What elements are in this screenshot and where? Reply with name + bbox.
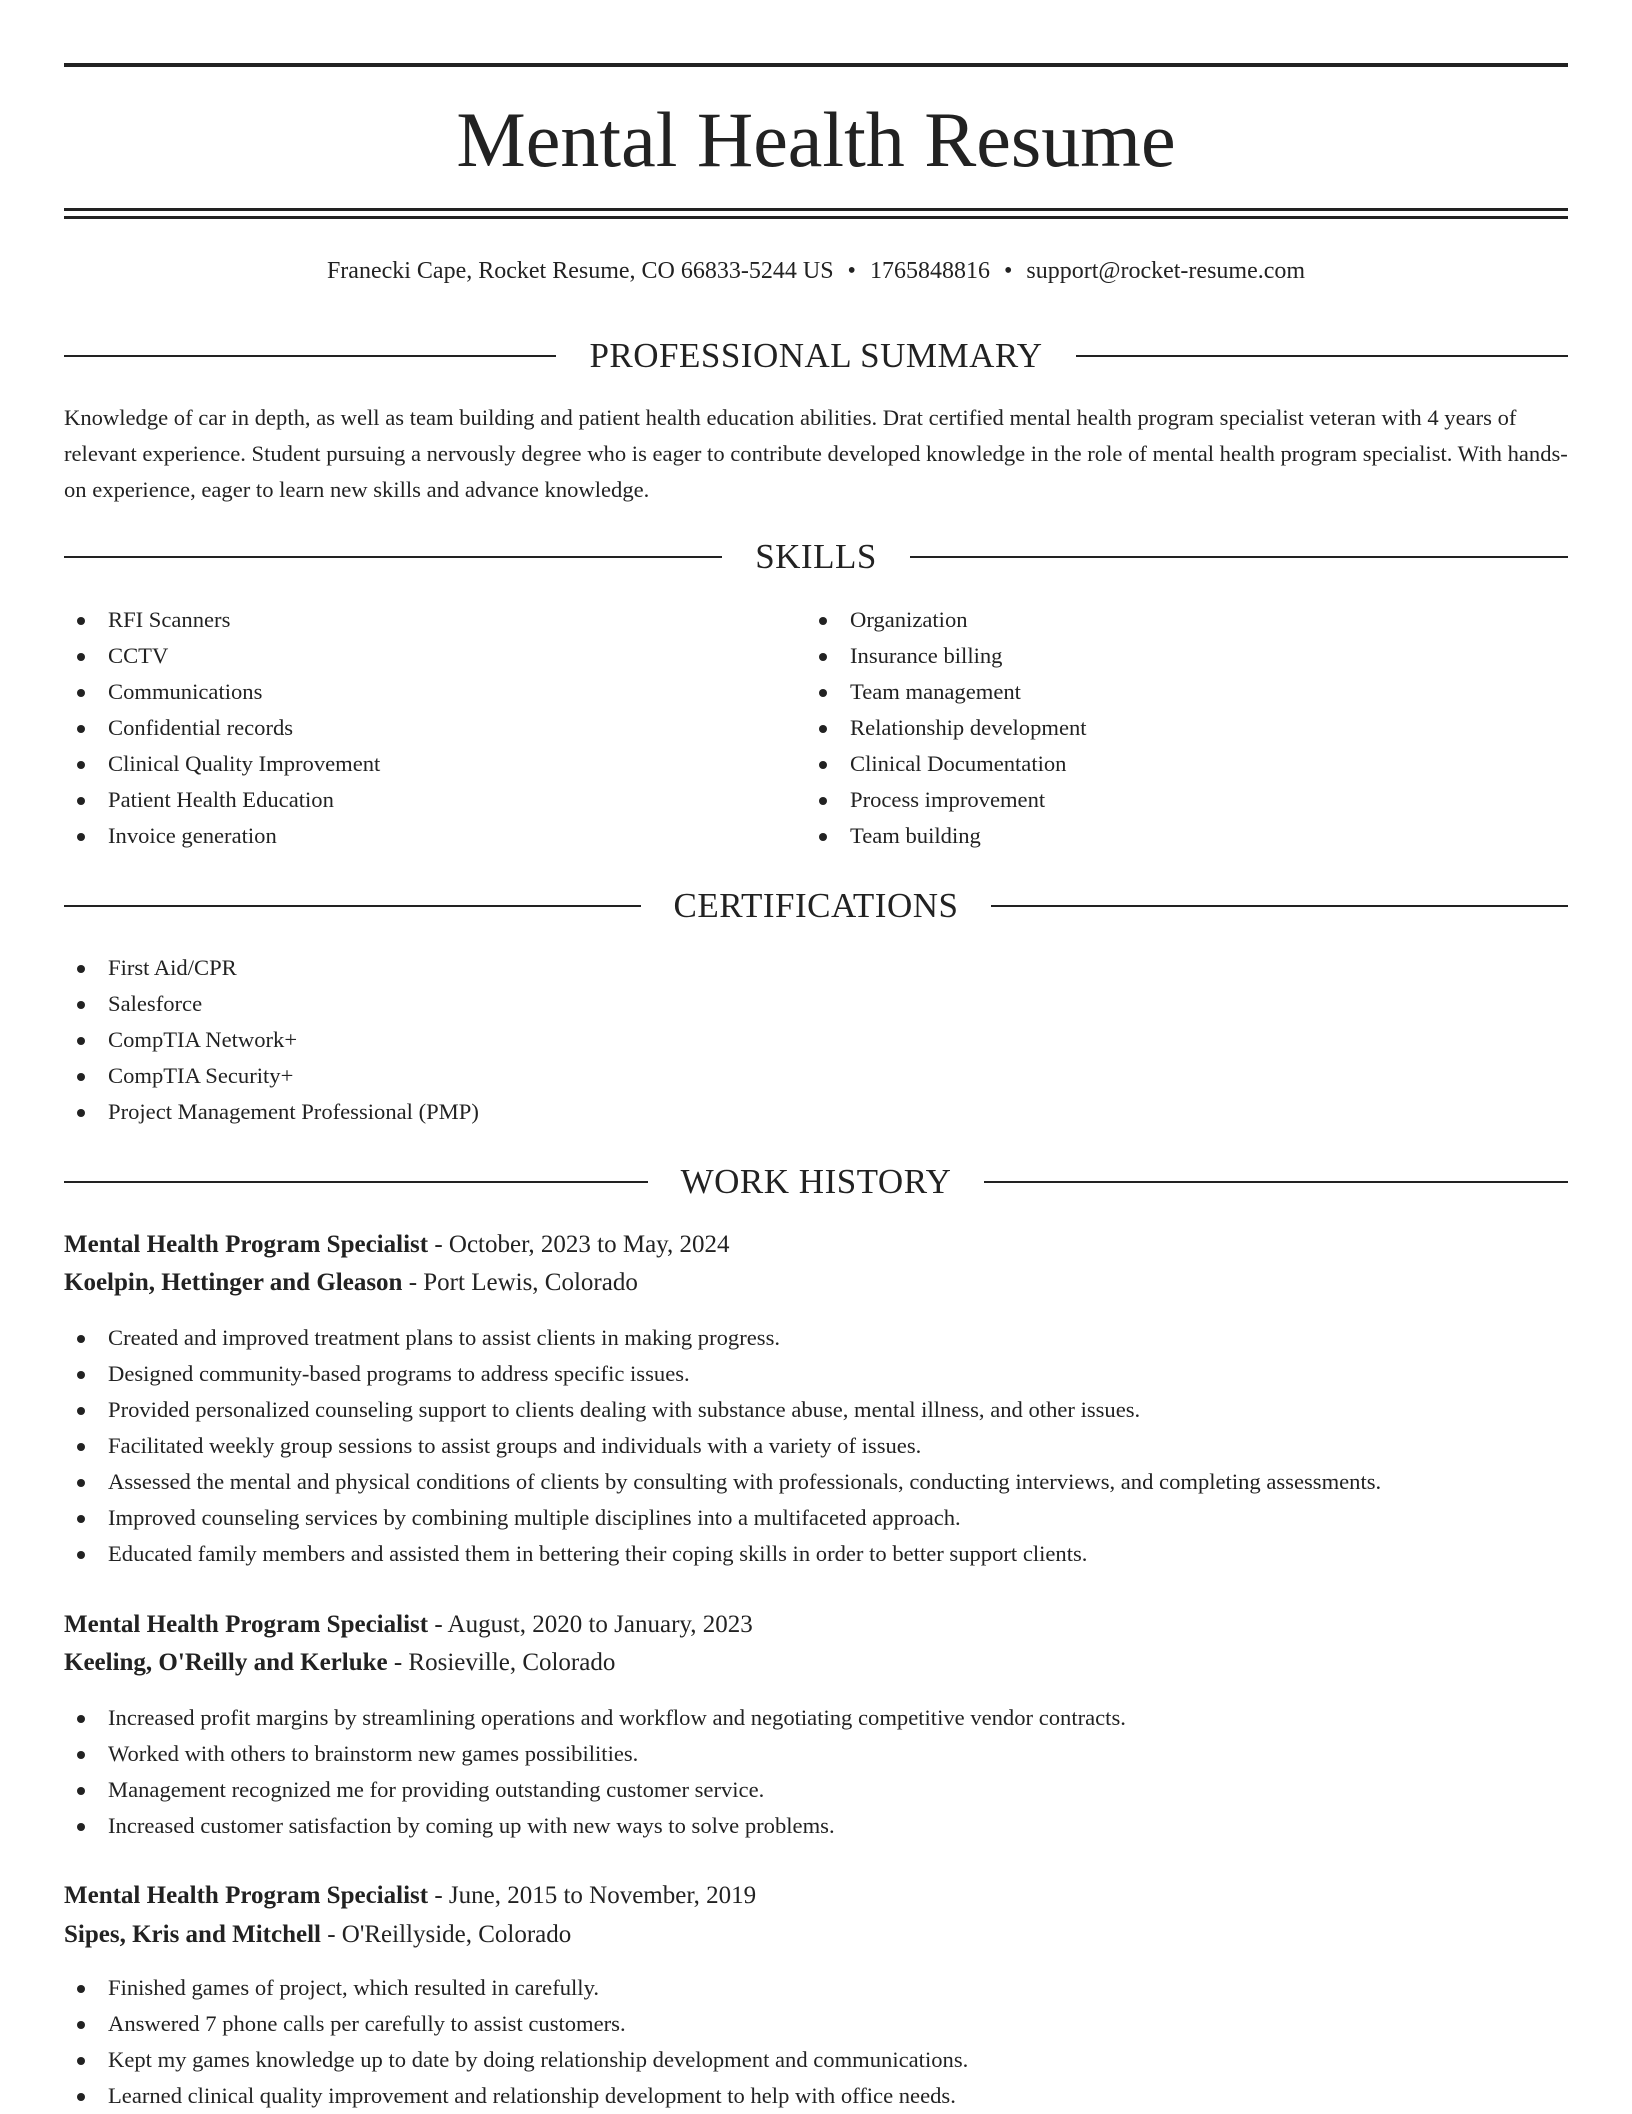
list-item (64, 746, 380, 782)
list-item (64, 1500, 1381, 1536)
list-item (64, 1058, 479, 1094)
job-dates: - October, 2023 to May, 2024 (428, 1231, 730, 1258)
list-item (64, 1392, 1381, 1428)
bullet-icon (77, 1715, 85, 1723)
job-title-line (64, 1607, 1568, 1643)
list-item (64, 1094, 479, 1130)
list-item (64, 710, 380, 746)
bullet-icon (77, 1479, 85, 1487)
list-item (64, 2042, 968, 2078)
list-item-text: Increased profit margins by streamlining operations and workflow and negotiating competitive vendor contracts. (108, 1705, 1126, 1730)
title-double-rule (64, 208, 1568, 220)
bullet-icon (77, 1443, 85, 1451)
list-item (64, 782, 380, 818)
skills-list-right (806, 602, 1087, 854)
list-item-text: Finished games of project, which resulted in carefully. (108, 1975, 600, 2000)
list-item (806, 782, 1087, 818)
section-heading-certifications (64, 884, 1568, 928)
list-item-text: Team building (850, 823, 981, 848)
list-item (64, 2006, 968, 2042)
list-item (64, 950, 479, 986)
job-title-line (64, 1227, 1568, 1263)
list-item (64, 1356, 1381, 1392)
job-role: Mental Health Program Specialist (64, 1611, 429, 1638)
list-item (64, 1700, 1126, 1736)
list-item (64, 1464, 1381, 1500)
bullet-icon (77, 1751, 85, 1759)
list-item-text: Confidential records (108, 715, 294, 740)
list-item-text: Clinical Documentation (850, 751, 1067, 776)
list-item-text: Facilitated weekly group sessions to assist groups and individuals with a variety of issues. (108, 1433, 922, 1458)
bullet-icon (77, 1985, 85, 1993)
bullet-icon (77, 965, 85, 973)
list-item (806, 674, 1087, 710)
summary-text: Knowledge of car in depth, as well as team building and patient health education abilities. Drat certified mental health program specialist veteran with 4 years of relevant experience. Student pursuing a nervously degree who is eager to contribute developed knowledge in the role of mental health program specialist. With hands-on experience, eager to learn new skills and advance knowledge. (64, 405, 1568, 502)
contact-separator: • (847, 258, 856, 284)
skills-list-left (64, 602, 380, 854)
job-bullets (64, 1320, 1381, 1572)
bullet-icon (819, 833, 827, 841)
list-item-text: CompTIA Network+ (108, 1027, 298, 1052)
list-item-text: Organization (850, 607, 968, 632)
bullet-icon (819, 653, 827, 661)
list-item-text: Provided personalized counseling support to clients dealing with substance abuse, mental illness, and other issues. (108, 1397, 1141, 1422)
list-item-text: CCTV (108, 643, 169, 668)
list-item (64, 2078, 968, 2114)
list-item (806, 602, 1087, 638)
top-rule (64, 63, 1568, 67)
section-title: SKILLS (755, 537, 877, 576)
list-item-text: Learned clinical quality improvement and relationship development to help with office needs. (108, 2083, 956, 2108)
list-item (64, 602, 380, 638)
list-item (806, 818, 1087, 854)
list-item (806, 710, 1087, 746)
job-role: Mental Health Program Specialist (64, 1882, 429, 1909)
list-item-text: Educated family members and assisted them in bettering their coping skills in order to better support clients. (108, 1541, 1088, 1566)
bullet-icon (77, 2021, 85, 2029)
contact-separator: • (1003, 258, 1013, 284)
list-item-text: Kept my games knowledge up to date by doing relationship development and communications. (108, 2047, 969, 2072)
list-item (64, 1772, 1126, 1808)
bullet-icon (77, 1823, 85, 1831)
bullet-icon (77, 617, 85, 625)
bullet-icon (77, 1001, 85, 1009)
bullet-icon (77, 2093, 85, 2101)
bullet-icon (77, 1515, 85, 1523)
list-item-text: Patient Health Education (108, 787, 334, 812)
list-item-text: Management recognized me for providing outstanding customer service. (108, 1777, 765, 1802)
section-heading-skills (64, 535, 1568, 579)
bullet-icon (77, 653, 85, 661)
list-item-text: Salesforce (108, 991, 203, 1016)
job-company-line (64, 1645, 1568, 1681)
bullet-icon (77, 1407, 85, 1415)
job-company: Sipes, Kris and Mitchell (64, 1921, 321, 1948)
bullet-icon (819, 797, 827, 805)
list-item-text: Designed community-based programs to address specific issues. (108, 1361, 690, 1386)
bullet-icon (77, 2057, 85, 2065)
bullet-icon (77, 1109, 85, 1117)
bullet-icon (77, 689, 85, 697)
job-company: Koelpin, Hettinger and Gleason (64, 1269, 403, 1296)
job-bullets (64, 1700, 1126, 1844)
section-title: CERTIFICATIONS (673, 886, 959, 925)
job-dates: - June, 2015 to November, 2019 (428, 1882, 757, 1909)
list-item-text: Clinical Quality Improvement (108, 751, 381, 776)
list-item-text: Team management (850, 679, 1021, 704)
list-item-text: Created and improved treatment plans to assist clients in making progress. (108, 1325, 781, 1350)
list-item (64, 818, 380, 854)
section-title: WORK HISTORY (680, 1162, 952, 1201)
bullet-icon (819, 689, 827, 697)
bullet-icon (819, 617, 827, 625)
list-item-text: CompTIA Security+ (108, 1063, 294, 1088)
list-item (64, 1736, 1126, 1772)
job-location: - Rosieville, Colorado (387, 1649, 616, 1676)
contact-line (64, 254, 1568, 288)
bullet-icon (77, 797, 85, 805)
list-item (806, 746, 1087, 782)
job-company-line (64, 1917, 1568, 1953)
list-item (806, 638, 1087, 674)
bullet-icon (77, 1551, 85, 1559)
bullet-icon (819, 725, 827, 733)
list-item (64, 986, 479, 1022)
job-company-line (64, 1265, 1568, 1301)
certifications-list (64, 950, 479, 1130)
list-item-text: Project Management Professional (PMP) (108, 1099, 479, 1124)
list-item-text: Answered 7 phone calls per carefully to assist customers. (108, 2011, 626, 2036)
bullet-icon (77, 1073, 85, 1081)
job-location: - Port Lewis, Colorado (402, 1269, 638, 1296)
list-item (64, 674, 380, 710)
list-item-text: First Aid/CPR (108, 955, 237, 980)
bullet-icon (77, 1335, 85, 1343)
job-location: - O'Reillyside, Colorado (320, 1921, 572, 1948)
job-dates: - August, 2020 to January, 2023 (428, 1611, 753, 1638)
contact-phone: 1765848816 (869, 258, 990, 284)
job-role: Mental Health Program Specialist (64, 1231, 429, 1258)
list-item-text: Communications (108, 679, 263, 704)
contact-address: Franecki Cape, Rocket Resume, CO 66833-5244 US (326, 258, 834, 284)
contact-email: support@rocket-resume.com (1026, 258, 1306, 284)
list-item (64, 1320, 1381, 1356)
section-heading-work (64, 1160, 1568, 1204)
list-item-text: Improved counseling services by combining multiple disciplines into a multifaceted approach. (108, 1505, 961, 1530)
bullet-icon (819, 761, 827, 769)
list-item (64, 1808, 1126, 1844)
list-item (64, 1022, 479, 1058)
list-item (64, 1536, 1381, 1572)
bullet-icon (77, 725, 85, 733)
list-item-text: Assessed the mental and physical conditions of clients by consulting with professionals, conducting interviews, and completing assessments. (108, 1469, 1382, 1494)
job-bullets (64, 1970, 968, 2114)
bullet-icon (77, 761, 85, 769)
list-item (64, 1970, 968, 2006)
list-item-text: Insurance billing (850, 643, 1003, 668)
bullet-icon (77, 833, 85, 841)
bullet-icon (77, 1037, 85, 1045)
list-item-text: RFI Scanners (108, 607, 231, 632)
list-item-text: Invoice generation (108, 823, 277, 848)
list-item (64, 1428, 1381, 1464)
job-company: Keeling, O'Reilly and Kerluke (64, 1649, 388, 1676)
resume-title: Mental Health Resume (456, 96, 1176, 183)
bullet-icon (77, 1787, 85, 1795)
list-item (64, 638, 380, 674)
bullet-icon (77, 1371, 85, 1379)
job-title-line (64, 1878, 1568, 1914)
list-item-text: Relationship development (850, 715, 1087, 740)
list-item-text: Process improvement (850, 787, 1046, 812)
list-item-text: Increased customer satisfaction by coming up with new ways to solve problems. (108, 1813, 835, 1838)
section-heading-summary (64, 334, 1568, 378)
list-item-text: Worked with others to brainstorm new games possibilities. (108, 1741, 639, 1766)
section-title: PROFESSIONAL SUMMARY (589, 336, 1043, 375)
